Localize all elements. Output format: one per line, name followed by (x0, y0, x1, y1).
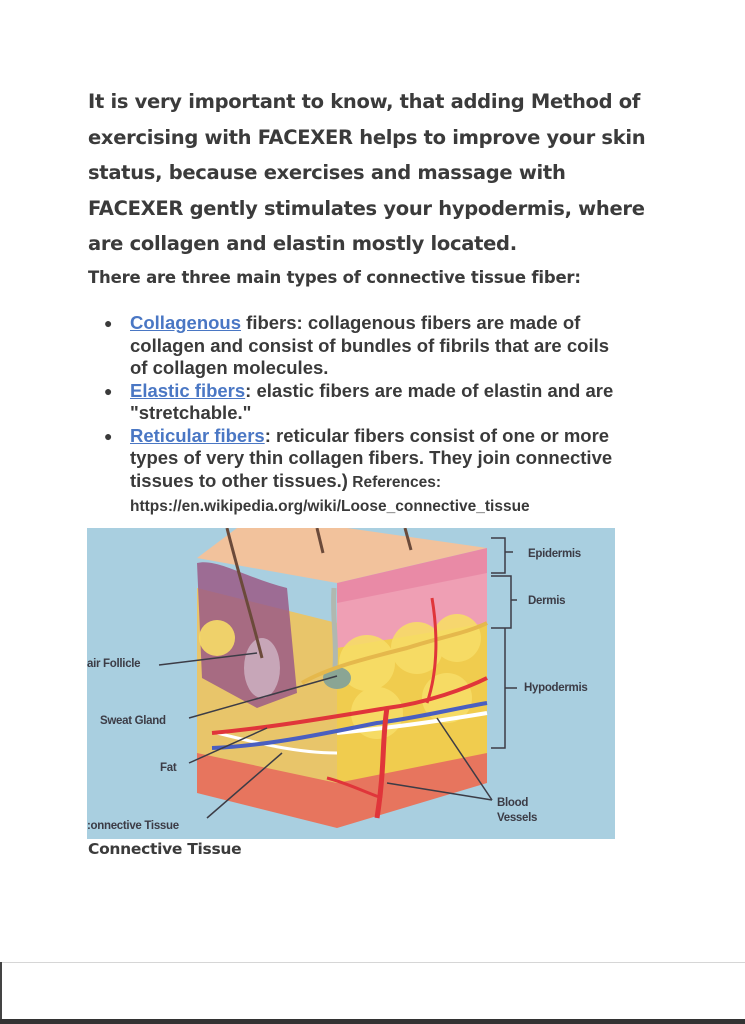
label-hypodermis: Hypodermis (524, 682, 588, 694)
scan-edge-divider (0, 962, 745, 963)
scan-edge-bottom (0, 1019, 745, 1024)
label-blood-vessels-line2: Vessels (497, 812, 538, 824)
fiber-types-list (104, 312, 624, 519)
elastic-description: : elastic fibers are made of elastin and are "stretchable." (130, 379, 614, 423)
list-item-elastic (104, 380, 624, 425)
bullet-icon: ● (104, 315, 113, 331)
skin-diagram (87, 528, 615, 839)
label-sweat-gland: Sweat Gland (100, 715, 166, 727)
collagenous-description: fibers: collagenous fibers are made of collagen and consist of bundles of fibrils that are coils of collagen molecules. (130, 312, 610, 378)
scan-edge-left (0, 962, 2, 1022)
label-fat: Fat (160, 762, 177, 774)
label-connective-tissue: :onnective Tissue (87, 820, 179, 832)
label-dermis: Dermis (528, 595, 566, 607)
label-blood-vessels-line1: Blood (497, 797, 529, 809)
label-hair-follicle: air Follicle (87, 658, 141, 670)
bullet-icon: ● (104, 427, 113, 444)
bullet-icon: ● (104, 382, 113, 399)
collagenous-link[interactable]: Collagenous (130, 312, 242, 333)
figure-caption: Connective Tissue (88, 840, 242, 858)
intro-text: It is very important to know, that adding Method of exercising with FACEXER helps to improve your skin status, because exercises and massage with FACEXER gently stimulates your hypodermis, where are collagen and elastin mostly located. (88, 90, 646, 255)
intro-paragraph (88, 84, 648, 262)
reticular-fibers-link[interactable]: Reticular fibers (130, 424, 265, 446)
list-item-collagenous (104, 312, 624, 380)
fiber-types-heading: There are three main types of connective tissue fiber: (88, 268, 581, 287)
elastic-fibers-link[interactable]: Elastic fibers (130, 379, 246, 401)
reticular-description: : reticular fibers consist of one or more types of very thin collagen fibers. They join connective tissues to other tissues.) (130, 424, 613, 491)
reference-text: References: https://en.wikipedia.org/wiki/Loose_connective_tissue (130, 473, 530, 515)
label-epidermis: Epidermis (528, 548, 581, 560)
list-item-reticular (104, 425, 624, 519)
